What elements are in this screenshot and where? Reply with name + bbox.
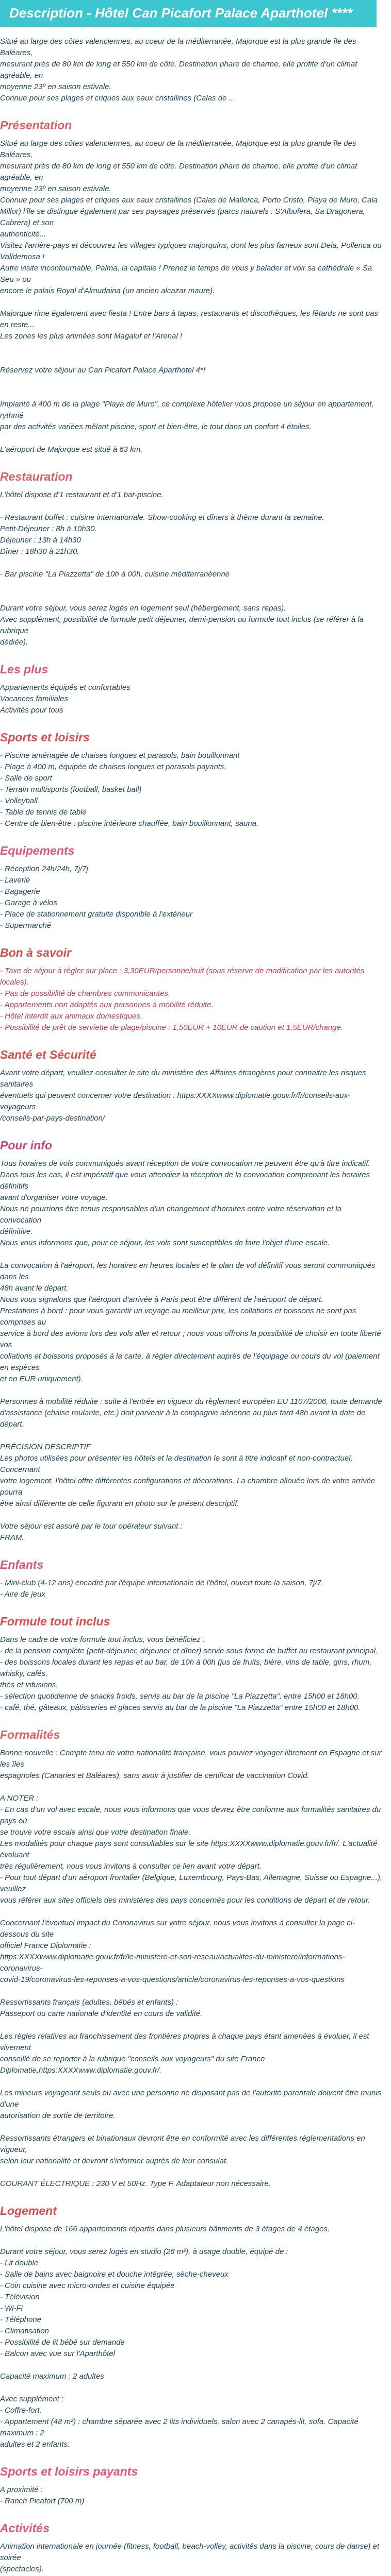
pour-info-line: et en EUR uniquement).	[0, 1375, 83, 1383]
list-item: - Terrain multisports (football, basket ball)	[0, 785, 142, 794]
pour-info-line: Personnes à mobilité réduite : suite à l'entrée en vigueur du règlement européen EU 1107/2006, toute demande	[0, 1397, 382, 1406]
activites-line: (spectacles).	[0, 2565, 44, 2573]
list-item: - Possibilité de prêt de serviette de plage/piscine : 1,50EUR + 10EUR de caution et 1,5EUR/change.	[0, 1023, 343, 1032]
activites-line: Animation internationale en journée (fitness, football, beach-volley, activités dans la piscine, cours de danse) et soirée	[0, 2542, 380, 2562]
pour-info-heading: Pour info	[0, 1139, 52, 1152]
formalites-line: - Pour tout départ d'un aéroport frontalier (Belgique, Luxembourg, Pays-Bas, Allemagne, Suisse ou Espagne...), veuillez	[0, 1873, 383, 1893]
sports-heading: Sports et loisirs	[0, 731, 90, 744]
formule-line: thés et infusions.	[0, 1681, 58, 1689]
sante-heading: Santé et Sécurité	[0, 1048, 96, 1061]
list-item: - Piscine aménagée de chaises longues et parasols, bain bouillonnant	[0, 751, 240, 760]
content	[0, 36, 391, 2575]
presentation-line: mesurant près de 80 km de long et 550 km de côte. Destination phare de charme, elle profite d'un climat agréable, en	[0, 162, 357, 182]
formalites-line: Diplomatie,https:XXXXwww.diplomatie.gouv.fr/.	[0, 2066, 162, 2075]
restauration-section	[0, 489, 384, 648]
enfants-heading: Enfants	[0, 1558, 44, 1571]
formule-line: - des boissons locales durant les repas et au bar, de 10h à 00h (jus de fruits, bière, vins de table, gins, rhum, whisky, cafés,	[0, 1658, 372, 1678]
pour-info-line: collations et boissons proposés à la carte, à régler directement auprès de l'équipage ou cours du vol (paiement en espèces	[0, 1352, 380, 1372]
restauration-line: Avec supplément, possibilité de formule petit déjeuner, demi-pension ou formule tout inclus (se référer à la rubrique	[0, 615, 364, 635]
logement-line: - Appartement (48 m²) : chambre séparée avec 2 lits individuels, salon avec 2 canapés-lit, sofa. Capacité maximum : 2	[0, 2417, 359, 2437]
formalites-line: Ressortissants français (adultes, bébés et enfants) :	[0, 1998, 178, 2007]
sports-payants-heading: Sports et loisirs payants	[0, 2465, 138, 2478]
pour-info-line: Votre séjour est assuré par le tour opérateur suivant :	[0, 1522, 183, 1531]
presentation-line: encore le palais Royal d'Almudaina (un ancien alcazar maure).	[0, 286, 215, 295]
list-item: - Hôtel interdit aux animaux domestiques.	[0, 1012, 142, 1021]
sante-line: /conseils-par-pays-destination/	[0, 1114, 105, 1123]
logement-line: - Salle de bains avec baignoire et douche intégrée, sèche-cheveux	[0, 2270, 229, 2279]
formule-heading: Formule tout inclus	[0, 1615, 110, 1628]
formule-section	[0, 1634, 384, 1714]
equipements-list	[0, 863, 384, 931]
logement-line: adultes et 2 enfants.	[0, 2440, 70, 2449]
formalites-line: https:XXXXwww.diplomatie.gouv.fr/fr/le-ministere-et-son-reseau/actualites-du-ministere/informations-coronavirus-	[0, 1953, 345, 1973]
pour-info-line: Tous horaires de vols communiqués avant réception de votre convocation ne peuvent être qu'à titre indicatif.	[0, 1159, 370, 1168]
formule-line: - café, thé, gâteaux, pâtisseries et glaces servis au bar de la piscine "La Piazzetta" entre 15h00 et 18h00.	[0, 1703, 361, 1712]
restauration-line: - Restaurant buffet : cuisine internationale. Show-cooking et dîners à thème durant la semaine.	[0, 513, 324, 522]
formalites-line: - En cas d'un vol avec escale, nous vous informons que vous devrez être conforme aux formalités sanitaires du pays où	[0, 1805, 381, 1825]
pour-info-line: PRÉCISION DESCRIPTIF	[0, 1443, 91, 1451]
formalites-line: espagnoles (Canaries et Baléares), sans avoir à justifier de certificat de vaccination Covid.	[0, 1771, 309, 1780]
presentation-line: moyenne 23º en saison estivale.	[0, 184, 111, 193]
formule-line: - de la pension complète (petit-déjeuner, déjeuner et dîner) servie sous forme de buffet au restaurant principal.	[0, 1647, 378, 1655]
sports-payants-section	[0, 2484, 384, 2507]
list-item: - Appartements non adaptés aux personnes à mobilité réduite.	[0, 1001, 214, 1009]
presentation-line: L'aéroport de Majorque est situé à 63 km.	[0, 445, 143, 454]
pour-info-line: avant d'organiser votre voyage.	[0, 1193, 108, 1202]
sports-payants-line: A proximité :	[0, 2485, 43, 2494]
formalites-line: Les règles relatives au franchissement des frontières propres à chaque pays étant amenées à évoluer, il est vivement	[0, 2032, 369, 2052]
formalites-line: Les mineurs voyageant seuls ou avec une personne ne disposant pas de l'autorité parentale doivent être munis d'une	[0, 2089, 382, 2109]
formalites-line: se trouve votre escale ainsi que votre destination finale.	[0, 1828, 191, 1837]
pour-info-line: Nous ne pourrions être tenus responsables d'un changement d'horaires entre votre réservation et la convocation	[0, 1205, 341, 1225]
sante-section	[0, 1067, 384, 1124]
pour-info-line: FRAM.	[0, 1533, 24, 1542]
list-item: - Salle de sport	[0, 774, 52, 783]
logement-line: Capacité maximum : 2 adultes	[0, 2372, 104, 2381]
pour-info-line: service à bord des avions lors des vols aller et retour ; nous vous offrons la possibilité de choisir en toute liberté vos	[0, 1329, 381, 1349]
presentation-line: Connue pour ses plages et criques aux eaux cristallines (Calas de Mallorca, Porto Cristo, Playa de Muro, Cala	[0, 196, 378, 205]
enfants-list	[0, 1578, 384, 1600]
intro-line: Situé au large des côtes valenciennes, au coeur de la méditerranée, Majorque est la plus grande île des Baléares,	[0, 37, 356, 57]
presentation-line: par des activités variées mêlant piscine, sport et bien-être, le tout dans un confort 4 étoiles.	[0, 422, 312, 431]
list-item: - Laverie	[0, 876, 30, 885]
presentation-line: Majorque rime également avec fiesta ! Entre bars à tapas, restaurants et discothèques, les fêtards ne sont pas en reste...	[0, 309, 378, 329]
list-item: - Plage à 400 m, équipée de chaises longues et parasols payants.	[0, 762, 226, 771]
formule-line: Dans le cadre de votre formule tout inclus, vous bénéficiez :	[0, 1635, 205, 1644]
formalites-line: officiel France Diplomatie :	[0, 1941, 91, 1950]
presentation-line: Les zones les plus animées sont Magaluf et l'Arenal !	[0, 332, 183, 341]
list-item: Appartements équipés et confortables	[0, 683, 131, 692]
logement-line: - Téléphone	[0, 2315, 42, 2324]
list-item: - Supermarché	[0, 921, 52, 930]
intro-line: Connue pour ses plages et criques aux eaux cristallines (Calas de ...	[0, 94, 236, 103]
list-item: - Table de tennis de table	[0, 808, 87, 817]
formalites-line: très régulièrement, nous vous invitons à consulter ce lien avant votre départ.	[0, 1862, 262, 1871]
restauration-line: - Bar piscine "La Piazzetta" de 10h à 00h, cuisine méditerranéenne	[0, 570, 230, 579]
formalites-heading: Formalités	[0, 1728, 60, 1741]
sante-line: éventuels qui peuvent concerner votre destination : https:XXXXwww.diplomatie.gouv.fr/fr/conseils-aux-voyageurs	[0, 1091, 351, 1111]
pour-info-line: 48h avant le départ.	[0, 1284, 69, 1293]
list-item: - Place de stationnement gratuite disponible à l'extérieur	[0, 910, 193, 919]
logement-line: - Coin cuisine avec micro-ondes et cuisine équipée	[0, 2281, 175, 2290]
formalites-line: Concernant l'éventuel impact du Coronavirus sur votre séjour, nous vous invitons à consulter la page ci-dessous du site	[0, 1919, 355, 1939]
list-item: - Volleyball	[0, 796, 38, 805]
logement-line: - Wi-Fi	[0, 2304, 23, 2313]
presentation-section	[0, 138, 384, 455]
pour-info-section	[0, 1158, 384, 1544]
pour-info-line: Nous vous informons que, pour ce séjour, les vols sont susceptibles de faire l'objet d'une escale.	[0, 1239, 330, 1247]
list-item: Vacances familiales	[0, 694, 69, 703]
page-title: Description - Hôtel Can Picafort Palace Aparthotel ****	[0, 0, 377, 27]
formalites-line: vous référer aux sites officiels des ministères des pays concernés pour les conditions de départ et de retour.	[0, 1896, 370, 1905]
sports-payants-line: - Ranch Picafort (700 m)	[0, 2497, 85, 2505]
logement-line: - Balcon avec vue sur l'Aparthôtel	[0, 2349, 115, 2358]
list-item: - Pas de possibilité de chambres communicantes.	[0, 989, 171, 998]
bon-a-savoir-list	[0, 965, 384, 1033]
formalites-line: COURANT ÉLECTRIQUE : 230 V et 50Hz. Type F. Adaptateur non nécessaire.	[0, 2179, 271, 2188]
activites-section	[0, 2541, 384, 2575]
list-item: - Bagagerie	[0, 887, 40, 896]
list-item: - Réception 24h/24h, 7j/7j	[0, 865, 88, 873]
activites-heading: Activités	[0, 2521, 50, 2535]
pour-info-line: La convocation à l'aéroport, les horaires en heures locales et le plan de vol définitif vous seront communiqués dans les	[0, 1261, 376, 1281]
logement-heading: Logement	[0, 2204, 57, 2217]
presentation-line: authenticité...	[0, 230, 46, 239]
formalites-line: covid-19/coronavirus-les-reponses-a-vos-questions/article/coronavirus-les-reponses-a-vos-questions	[0, 1975, 345, 1984]
restauration-line: Déjeuner : 13h à 14h30	[0, 536, 81, 545]
list-item: - Centre de bien-être : piscine intérieure chauffée, bain bouillonnant, sauna.	[0, 819, 259, 828]
pour-info-line: votre logement, l'hôtel offre différentes configurations et décorations. La chambre allouée lors de votre arrivée pourra	[0, 1477, 376, 1497]
list-item: - Aire de jeux	[0, 1590, 45, 1599]
restauration-line: Dîner : 18h30 à 21h30.	[0, 547, 79, 556]
formalites-line: conseillé de se reporter à la rubrique "conseils aux voyageurs" du site France	[0, 2055, 265, 2063]
presentation-line: Valldemosa !	[0, 252, 45, 261]
formalites-line: A NOTER :	[0, 1794, 39, 1803]
logement-line: - Climatisation	[0, 2327, 50, 2335]
logement-line: - Possibilité de lit bébé sur demande	[0, 2338, 125, 2347]
logement-section	[0, 2224, 384, 2450]
list-item: - Garage à vélos	[0, 899, 57, 907]
formule-line: - sélection quotidienne de snacks froids, servis au bar de la piscine "La Piazzetta", entre 15h00 et 18h00.	[0, 1692, 360, 1701]
presentation-line: Autre visite incontournable, Palma, la capitale ! Prenez le temps de vous y balader et voir sa cathédrale « Sa Seu » ou	[0, 264, 372, 284]
logement-line: - Coffre-fort.	[0, 2406, 42, 2415]
logement-line: - Lit double	[0, 2259, 39, 2267]
pour-info-line: définitive.	[0, 1227, 33, 1236]
sports-list	[0, 750, 384, 829]
logement-line: L'hôtel dispose de 166 appartements répartis dans plusieurs bâtiments de 3 étages de 4 étages.	[0, 2225, 330, 2233]
les-plus-list	[0, 682, 384, 716]
pour-info-line: d'assistance (chaise roulante, etc.) doit parvenir à la compagnie aérienne au plus tard 48h avant la date de départ.	[0, 1409, 366, 1429]
formalites-line: Les modalités pour chaque pays sont consultables sur le site https:XXXXwww.diplomatie.gouv.fr/fr/. L'actualité évoluant	[0, 1839, 378, 1859]
presentation-line: Millor) l'île se distingue également par ses paysages préservés (parcs naturels : S'Albufera, Sa Dragonera, Cabrera) et son	[0, 207, 365, 227]
bon-a-savoir-heading: Bon à savoir	[0, 946, 72, 959]
equipements-heading: Equipements	[0, 844, 75, 857]
restauration-line: dédiée).	[0, 638, 28, 647]
intro-line: moyenne 23º en saison estivale.	[0, 82, 111, 91]
presentation-line: Réservez votre séjour au Can Picafort Palace Aparthotel 4*!	[0, 366, 205, 375]
presentation-heading: Présentation	[0, 118, 72, 132]
list-item: - Taxe de séjour à régler sur place : 3,30EUR/personne/nuit (sous réserve de modification par les autorités locales).	[0, 967, 365, 987]
list-item: Activités pour tous	[0, 706, 63, 715]
sante-line: Avant votre départ, veuillez consulter le site du ministère des Affaires étrangères pour connaitre les risques sanitaires	[0, 1069, 366, 1089]
logement-line: - Télévision	[0, 2293, 40, 2301]
presentation-line: Situé au large des côtes valenciennes, au coeur de la méditerranée, Majorque est la plus grande île des Baléares,	[0, 139, 356, 159]
restauration-line: Petit-Déjeuner : 8h à 10h30.	[0, 524, 97, 533]
formalites-section	[0, 1748, 384, 2190]
pour-info-line: Les photos utilisées pour présenter les hôtels et la destination le sont à titre indicatif et non-contractuel. Concernant	[0, 1454, 353, 1474]
formalites-line: autorisation de sortie de territoire.	[0, 2111, 116, 2120]
les-plus-heading: Les plus	[0, 663, 48, 676]
intro-section	[0, 36, 384, 104]
presentation-line: Implanté à 400 m de la plage "Playa de Muro", ce complexe hôtelier vous propose un séjour en appartement, rythmé	[0, 400, 374, 420]
list-item: - Mini-club (4-12 ans) encadré par l'équipe internationale de l'hôtel, ouvert toute la saison, 7j/7.	[0, 1579, 323, 1587]
pour-info-line: Nous vous signalons que l'aéroport d'arrivée à Paris peut être différent de l'aéroport de départ.	[0, 1295, 323, 1304]
pour-info-line: Dans tous les cas, il est impératif que vous attendiez la réception de la convocation comprenant les horaires définitifs	[0, 1171, 370, 1191]
logement-line: Avec supplément :	[0, 2395, 64, 2403]
logement-line: Durant votre séjour, vous serez logés en studio (26 m²), à usage double, équipé de :	[0, 2247, 288, 2256]
restauration-line: Durant votre séjour, vous serez logés en logement seul (hébergement, sans repas).	[0, 604, 286, 613]
pour-info-line: Prestations à bord : pour vous garantir un voyage au meilleur prix, les collations et boissons ne sont pas comprises au	[0, 1307, 356, 1327]
formalites-line: Passeport ou carte nationale d'identité en cours de validité.	[0, 2009, 203, 2018]
formalites-line: Bonne nouvelle : Compte tenu de votre nationalité française, vous pouvez voyager librement en Espagne et sur les îles	[0, 1749, 382, 1769]
presentation-line: Visitez l'arrière-pays et découvrez les villages typiques majorquins, dont les plus fameux sont Deia, Pollenca ou	[0, 241, 382, 250]
formalites-line: selon leur nationalité et devront s'informer auprès de leur consulat.	[0, 2157, 229, 2165]
pour-info-line: être ainsi différente de celle figurant en photo sur le présent descriptif.	[0, 1499, 239, 1508]
restauration-line: L'hôtel dispose d'1 restaurant et d'1 bar-piscine.	[0, 490, 164, 499]
intro-line: mesurant près de 80 km de long et 550 km de côte. Destination phare de charme, elle profite d'un climat agréable, en	[0, 60, 357, 80]
formalites-line: Ressortissants étrangers et binationaux devront être en conformité avec les différentes réglementations en vigueur,	[0, 2134, 365, 2154]
restauration-heading: Restauration	[0, 470, 73, 483]
